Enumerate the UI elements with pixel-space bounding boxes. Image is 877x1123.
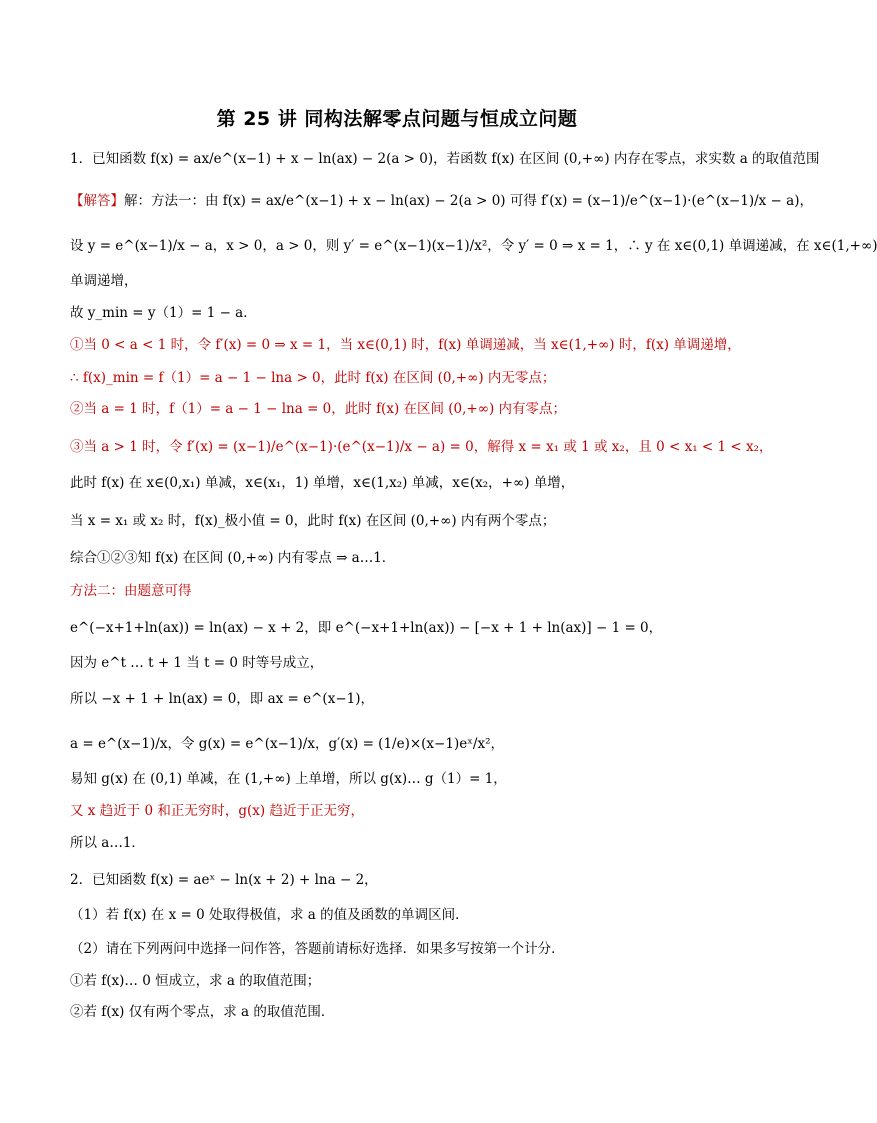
answer-line-9: 此时 f(x) 在 x∈(0,x₁) 单减，x∈(x₁，1) 单增，x∈(1,x₂) 单减，x∈(x₂，+∞) 单增， [70,475,575,491]
answer-line-14: 因为 e^t … t + 1 当 t = 0 时等号成立， [70,655,324,671]
answer-line-13: e^(−x+1+ln(ax)) = ln(ax) − x + 2，即 e^(−x+1+ln(ax)) − [−x + 1 + ln(ax)] − 1 = 0， [70,620,663,636]
answer-line-3: 单调递增， [70,273,138,289]
question-2-part-2: （2）请在下列两问中选择一问作答，答题前请标好选择．如果多写按第一个计分． [70,941,565,957]
answer-line-10: 当 x = x₁ 或 x₂ 时，f(x)_极小值 = 0，此时 f(x) 在区间 (0,+∞) 内有两个零点； [70,513,556,529]
question-2-stem: 2．已知函数 f(x) = aeˣ − ln(x + 2) + lna − 2， [70,872,378,888]
answer-line-5: ①当 0 < a < 1 时，令 f′(x) = 0 ⇒ x = 1，当 x∈(0,1) 时，f(x) 单调递减，当 x∈(1,+∞) 时，f(x) 单调递增， [70,337,741,353]
answer-line-12: 方法二：由题意可得 [70,583,192,599]
answer-line-2: 设 y = e^(x−1)/x − a，x > 0，a > 0，则 y′ = e^(x−1)(x−1)/x²，令 y′ = 0 ⇒ x = 1，∴ y 在 x∈(0,1) 单调递减，在 x∈(1,+∞) [70,238,877,254]
answer-line-19: 所以 a…1． [70,835,145,851]
answer-line-1 [70,190,813,212]
answer-line-15: 所以 −x + 1 + ln(ax) = 0，即 ax = e^(x−1)， [70,691,374,707]
answer-line-18: 又 x 趋近于 0 和正无穷时，g(x) 趋近于正无穷， [70,803,364,819]
answer-line-11: 综合①②③知 f(x) 在区间 (0,+∞) 内有零点 ⇒ a…1． [70,550,396,566]
answer-line-17: 易知 g(x) 在 (0,1) 单减，在 (1,+∞) 上单增，所以 g(x)… g（1）= 1， [70,771,507,787]
answer-line-4: 故 y_min = y（1）= 1 − a． [70,305,257,321]
answer-line-16: a = e^(x−1)/x，令 g(x) = e^(x−1)/x，g′(x) = (1/e)×(x−1)eˣ/x²， [70,736,504,752]
question-2-option-1: ①若 f(x)… 0 恒成立，求 a 的取值范围； [70,973,321,989]
answer-line-6: ∴ f(x)_min = f（1）= a − 1 − lna > 0，此时 f(x) 在区间 (0,+∞) 内无零点； [70,370,556,386]
page-title: 第 25 讲 同构法解零点问题与恒成立问题 [216,108,578,130]
question-2-option-2: ②若 f(x) 仅有两个零点，求 a 的取值范围． [70,1004,335,1020]
answer-line-8: ③当 a > 1 时，令 f′(x) = (x−1)/e^(x−1)·(e^(x−1)/x − a) = 0，解得 x = x₁ 或 1 或 x₂，且 0 < x₁ < 1 < x₂， [70,439,773,455]
question-2-part-1: （1）若 f(x) 在 x = 0 处取得极值，求 a 的值及函数的单调区间． [70,907,469,923]
answer-text-1: 解：方法一：由 f(x) = ax/e^(x−1) + x − ln(ax) − 2(a > 0) 可得 f′(x) = (x−1)/e^(x−1)·(e^(x−1)/x − a)， [124,193,813,209]
question-1-stem: 1．已知函数 f(x) = ax/e^(x−1) + x − ln(ax) − 2(a > 0)，若函数 f(x) 在区间 (0,+∞) 内存在零点，求实数 a 的取值范围 [70,151,820,167]
answer-tag: 【解答】 [70,193,124,209]
answer-line-7: ②当 a = 1 时，f（1）= a − 1 − lna = 0，此时 f(x) 在区间 (0,+∞) 内有零点； [70,401,567,417]
